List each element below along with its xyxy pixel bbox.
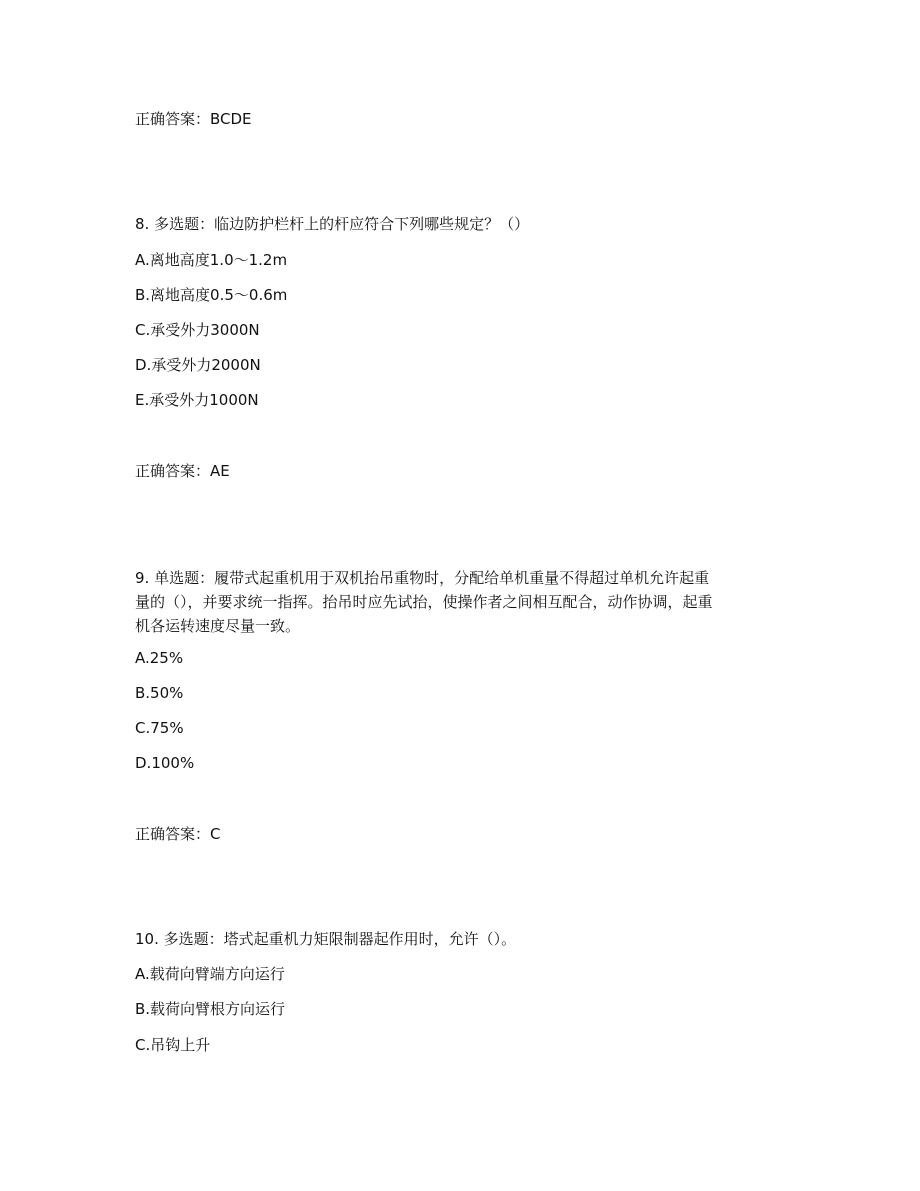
option-d: D.承受外力2000N xyxy=(135,356,261,374)
answer-prev: 正确答案：BCDE xyxy=(135,110,252,128)
option-c: C.承受外力3000N xyxy=(135,321,260,339)
question-stem-line: 机各运转速度尽量一致。 xyxy=(135,617,301,635)
option-b: B.离地高度0.5～0.6m xyxy=(135,286,288,304)
option-b: B.载荷向臂根方向运行 xyxy=(135,1000,286,1018)
question-stem-line: 9. 单选题：履带式起重机用于双机抬吊重物时，分配给单机重量不得超过单机允许起重 xyxy=(135,569,710,587)
option-c: C.吊钩上升 xyxy=(135,1036,211,1054)
option-b: B.50% xyxy=(135,684,184,702)
answer: 正确答案：AE xyxy=(135,462,230,480)
question-stem: 10. 多选题：塔式起重机力矩限制器起作用时，允许（）。 xyxy=(135,930,517,948)
answer: 正确答案：C xyxy=(135,825,221,843)
option-a: A.25% xyxy=(135,649,184,667)
option-a: A.载荷向臂端方向运行 xyxy=(135,965,285,983)
question-stem: 8. 多选题：临边防护栏杆上的杆应符合下列哪些规定？（） xyxy=(135,215,530,233)
option-d: D.100% xyxy=(135,754,195,772)
option-c: C.75% xyxy=(135,719,184,737)
question-stem-line: 量的（），并要求统一指挥。抬吊时应先试抬，使操作者之间相互配合，动作协调，起重 xyxy=(135,593,713,611)
option-a: A.离地高度1.0～1.2m xyxy=(135,251,288,269)
option-e: E.承受外力1000N xyxy=(135,391,259,409)
